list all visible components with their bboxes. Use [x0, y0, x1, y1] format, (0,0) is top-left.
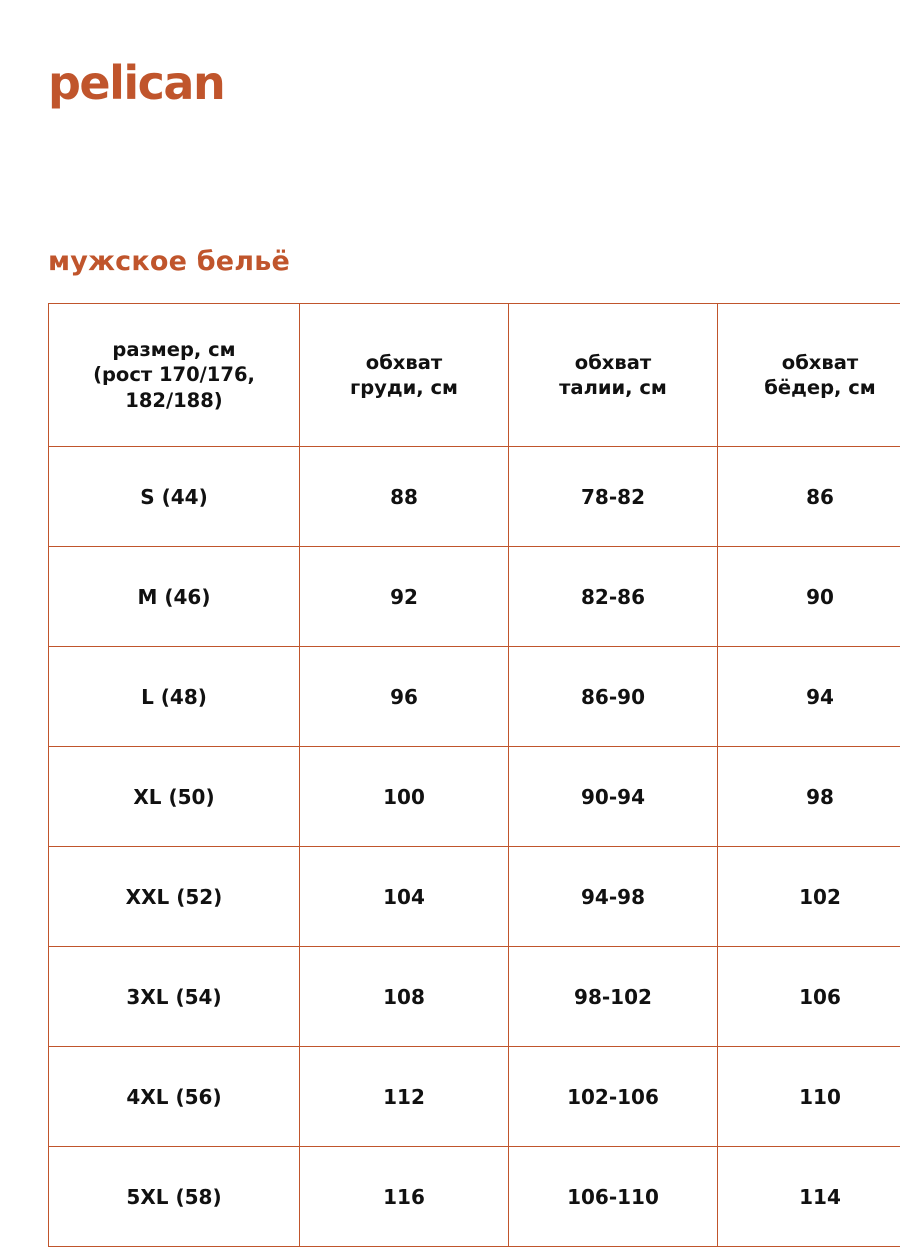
table-header-row	[49, 304, 900, 447]
table-row	[49, 747, 900, 847]
cell-chest: 88	[300, 447, 509, 547]
cell-size: XXL (52)	[49, 847, 300, 947]
column-header-hips-line-1: обхват	[726, 350, 900, 375]
cell-hips: 106	[718, 947, 900, 1047]
table-body	[49, 447, 900, 1247]
column-header-size-line-1: размер, см	[57, 337, 291, 362]
cell-size: 3XL (54)	[49, 947, 300, 1047]
cell-waist: 78-82	[509, 447, 718, 547]
size-table	[48, 303, 900, 1247]
cell-size: M (46)	[49, 547, 300, 647]
cell-hips: 114	[718, 1147, 900, 1247]
cell-waist: 82-86	[509, 547, 718, 647]
brand-logo: pelican	[48, 60, 852, 106]
cell-hips: 94	[718, 647, 900, 747]
cell-chest: 116	[300, 1147, 509, 1247]
cell-hips: 102	[718, 847, 900, 947]
cell-chest: 108	[300, 947, 509, 1047]
table-row	[49, 447, 900, 547]
cell-waist: 90-94	[509, 747, 718, 847]
column-header-size-line-3: 182/188)	[57, 388, 291, 413]
table-row	[49, 647, 900, 747]
cell-waist: 86-90	[509, 647, 718, 747]
cell-size: XL (50)	[49, 747, 300, 847]
cell-chest: 96	[300, 647, 509, 747]
table-row	[49, 547, 900, 647]
cell-hips: 86	[718, 447, 900, 547]
cell-waist: 98-102	[509, 947, 718, 1047]
column-header-chest	[300, 304, 509, 447]
column-header-waist-line-2: талии, см	[517, 375, 709, 400]
page-title: мужское бельё	[48, 246, 852, 277]
table-row	[49, 847, 900, 947]
table-header	[49, 304, 900, 447]
cell-hips: 110	[718, 1047, 900, 1147]
cell-hips: 90	[718, 547, 900, 647]
column-header-size-line-2: (рост 170/176,	[57, 362, 291, 387]
column-header-size	[49, 304, 300, 447]
cell-hips: 98	[718, 747, 900, 847]
cell-size: 5XL (58)	[49, 1147, 300, 1247]
column-header-hips-line-2: бёдер, см	[726, 375, 900, 400]
column-header-chest-line-2: груди, см	[308, 375, 500, 400]
cell-size: 4XL (56)	[49, 1047, 300, 1147]
cell-waist: 94-98	[509, 847, 718, 947]
table-row	[49, 947, 900, 1047]
column-header-chest-line-1: обхват	[308, 350, 500, 375]
column-header-waist	[509, 304, 718, 447]
cell-size: S (44)	[49, 447, 300, 547]
table-row	[49, 1147, 900, 1247]
column-header-hips	[718, 304, 900, 447]
cell-waist: 102-106	[509, 1047, 718, 1147]
table-row	[49, 1047, 900, 1147]
cell-chest: 100	[300, 747, 509, 847]
cell-size: L (48)	[49, 647, 300, 747]
cell-chest: 92	[300, 547, 509, 647]
cell-chest: 104	[300, 847, 509, 947]
cell-waist: 106-110	[509, 1147, 718, 1247]
column-header-waist-line-1: обхват	[517, 350, 709, 375]
cell-chest: 112	[300, 1047, 509, 1147]
